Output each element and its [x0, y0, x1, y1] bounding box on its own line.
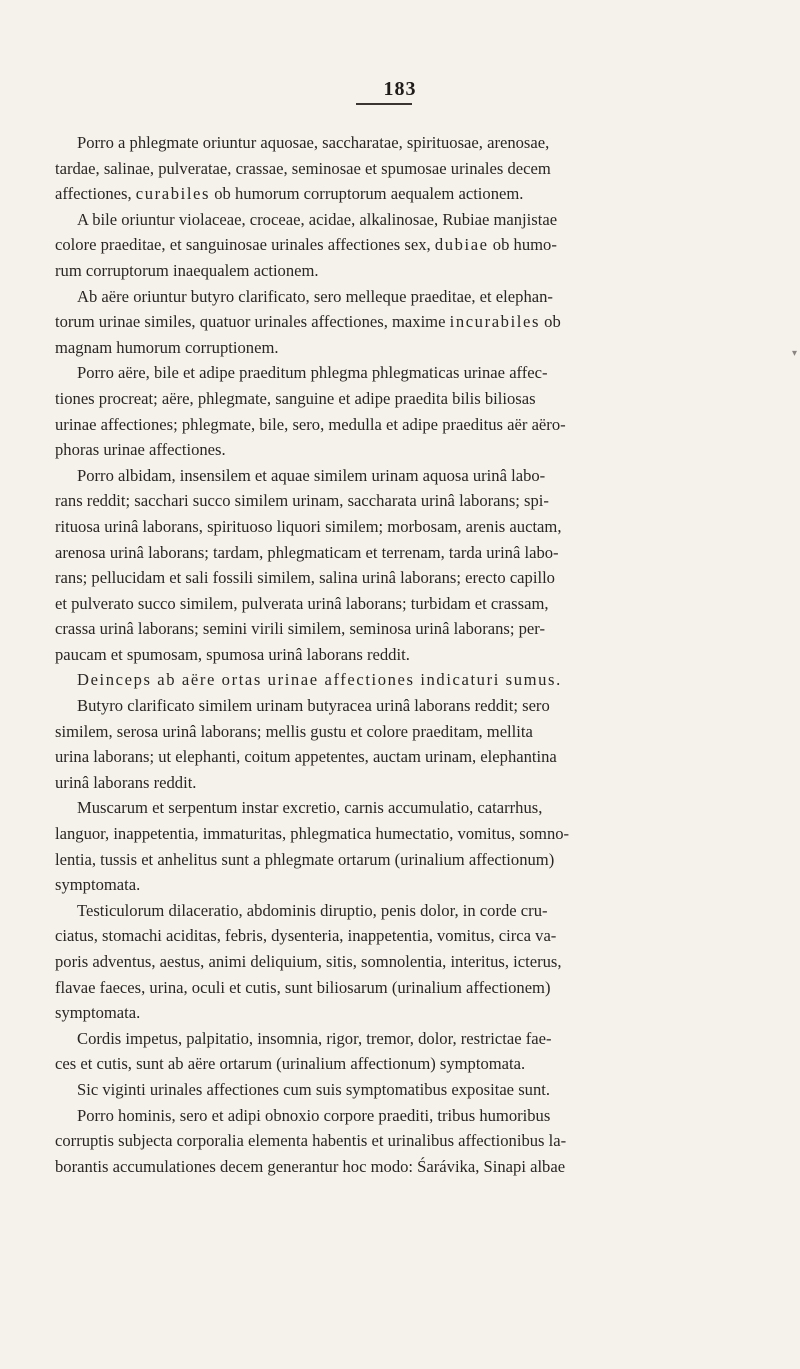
- paragraph-text: ob humorum corruptorum aequalem actionem.: [210, 184, 524, 204]
- paragraph-text: Muscarum et serpentum instar excretio, carnis accumulatio, catarrhus, languor, inappetentia, immaturitas, phlegmatica humectatio, vomitus, somno- lentia, tussis et anhelitus sunt a phlegmate ortarum (urinalium affectionum) symptomata.: [55, 798, 570, 895]
- paragraph: [55, 1026, 755, 1077]
- paragraph-text: Porro hominis, sero et adipi obnoxio corpore praediti, tribus humoribus corruptis subjecta corporalia elementa habentis et urinalibus affectionibus la- borantis accumulationes decem generantur hoc modo: Śarávika, Sinapi albae: [55, 1105, 567, 1176]
- paragraph-text: Ab aëre oriuntur butyro clarificato, sero melleque praeditae, et elephan- torum urinae similes, quatuor urinales affectiones, maxime: [55, 286, 553, 332]
- paragraph-text: Butyro clarificato similem urinam butyracea urinâ laborans reddit; sero similem, serosa urinâ laborans; mellis gustu et colore praeditam, mellita urina laborans; ut elephanti, coitum appetentes, auctam urinam, elephantina urinâ laborans reddit.: [55, 696, 557, 792]
- paragraph: [55, 795, 755, 897]
- paragraph-text: Sic viginti urinales affectiones cum suis symptomatibus expositae sunt.: [77, 1079, 551, 1099]
- paragraph: [55, 360, 755, 462]
- paragraph-text: ob magnam humorum corruptionem.: [55, 312, 561, 357]
- paragraph: [55, 1103, 755, 1180]
- spaced-emphasis-text: curabiles: [135, 184, 211, 204]
- paragraph: [55, 463, 755, 668]
- header-rule: [356, 103, 412, 105]
- paragraph: [55, 693, 755, 795]
- paragraph-text: Cordis impetus, palpitatio, insomnia, rigor, tremor, dolor, restrictae fae- ces et cutis, sunt ab aëre ortarum (urinalium affectionum) symptomata.: [55, 1028, 552, 1074]
- paragraph: [55, 130, 755, 207]
- page-number: 183: [383, 78, 417, 100]
- paragraph: [55, 207, 755, 284]
- paragraph: [55, 898, 755, 1026]
- margin-mark: ▾: [792, 348, 798, 359]
- paragraph-text: Testiculorum dilaceratio, abdominis diruptio, penis dolor, in corde cru- ciatus, stomachi aciditas, febris, dysenteria, inappetentia, vomitus, circa va- poris adventus, aestus, animi deliquium, sitis, somnolentia, interitus, icterus, flavae faeces, urina, oculi et cutis, sunt biliosarum (urinalium affectionem) symptomata.: [55, 900, 562, 1023]
- spaced-emphasis-text: incurabiles: [449, 312, 541, 332]
- paragraph: [55, 1077, 755, 1103]
- paragraph-text: ob humo- rum corruptorum inaequalem actionem.: [55, 235, 557, 280]
- paragraph-text: Porro albidam, insensilem et aquae similem urinam aquosa urinâ labo- rans reddit; sacchari succo similem urinam, saccharata urinâ laborans; spi- rituosa urinâ laborans, spirituoso liquori similem; morbosam, arenis auctam, arenosa urinâ laborans; tardam, phlegmaticam et terrenam, tarda urinâ labo- rans; pellucidam et sali fossili similem, salina urinâ laborans; erecto capillo et pulverato succo similem, pulverata urinâ laborans; turbidam et crassam, crassa urinâ laborans; semini virili similem, seminosa urinâ laborans; per- paucam et spumosam, spumosa urinâ laborans reddit.: [55, 465, 562, 664]
- spaced-emphasis-text: dubiae: [434, 235, 489, 255]
- spaced-emphasis-text: Deinceps ab aëre ortas urinae affectiones indicaturi sumus.: [77, 670, 562, 690]
- paragraph-text: A bile oriuntur violaceae, croceae, acidae, alkalinosae, Rubiae manjistae colore praeditae, et sanguinosae urinales affectiones sex,: [55, 209, 558, 255]
- paragraph-text: Porro aëre, bile et adipe praeditum phlegma phlegmaticas urinae affec- tiones procreat; aëre, phlegmate, sanguine et adipe praedita bilis biliosas urinae affectiones; phlegmate, bile, sero, medulla et adipe praeditus aër aëro- phoras urinae affectiones.: [55, 363, 566, 460]
- paragraph: [55, 284, 755, 361]
- body-text: [55, 130, 755, 1179]
- paragraph: [55, 667, 755, 693]
- paragraph-text: Porro a phlegmate oriuntur aquosae, saccharatae, spirituosae, arenosae, tardae, salinae, pulveratae, crassae, seminosae et spumosae urinales decem affectiones,: [55, 133, 551, 204]
